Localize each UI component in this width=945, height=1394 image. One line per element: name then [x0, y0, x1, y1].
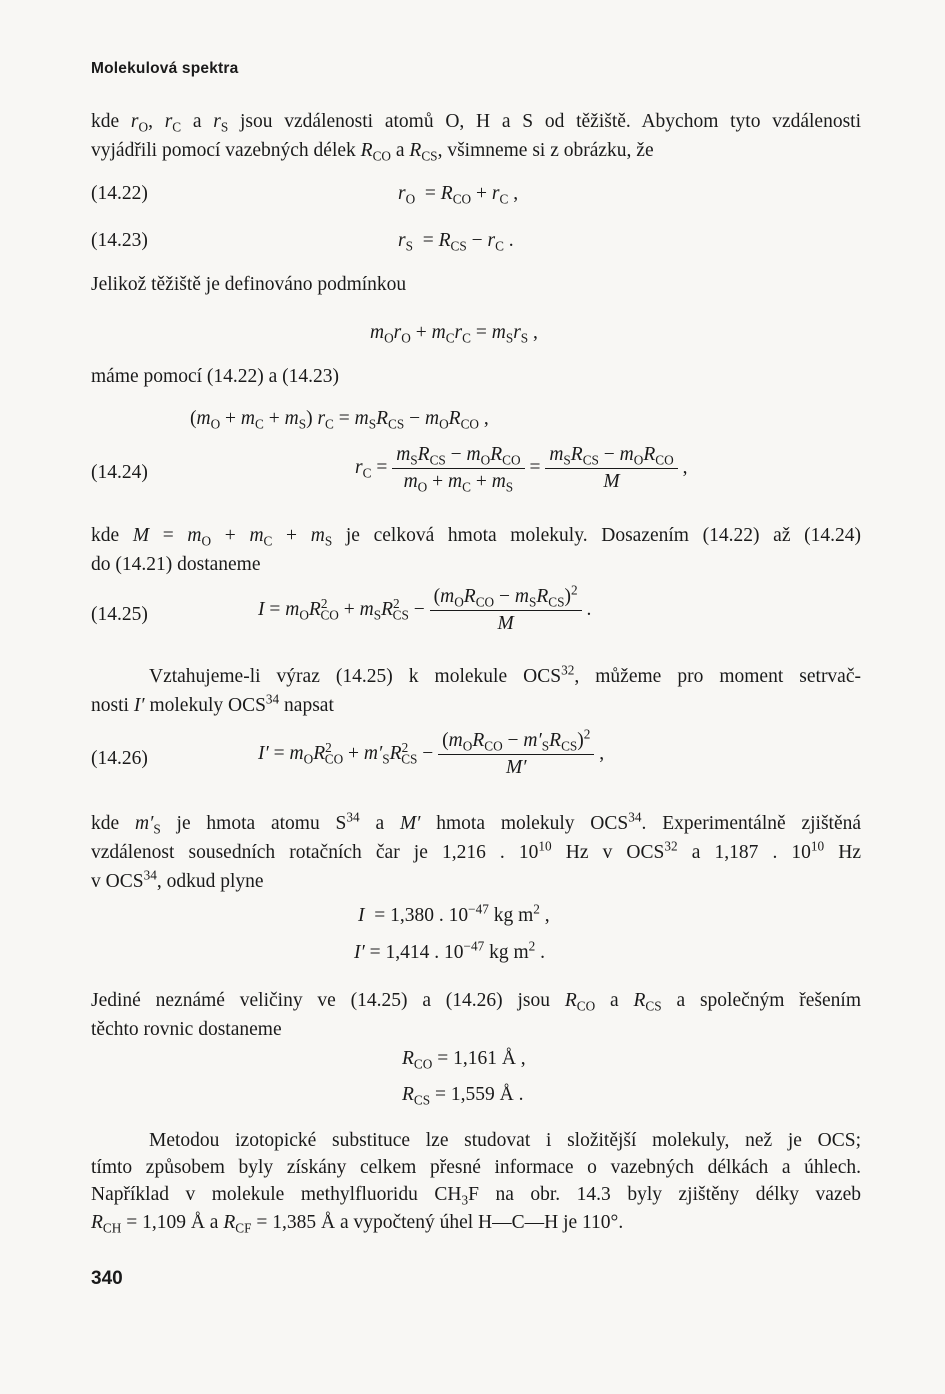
paragraph-line: $R_{CH} = 1,109$ Å a $R_{CF} = 1,385$ Å a vypočtený úhel H—C—H je 110°. [91, 1212, 624, 1236]
page-number: 340 [91, 1268, 123, 1289]
paragraph-line: do (14.21) dostaneme [91, 554, 261, 575]
paragraph-line: tímto způsobem byly získány celkem přesné informace o vazebných délkách a úhlech. [91, 1157, 861, 1178]
equation-intermediate: $(m_O + m_C + m_S) r_C = m_SR_{CS} - m_OR_{CO}$ , [190, 408, 489, 432]
paragraph-line: kde $m'_S$ je hmota atomu $S^{34}$ a M′ hmota molekuly OCS$^{34}$. Experimentálně zjištěná [91, 809, 862, 837]
paragraph-line: Metodou izotopické substituce lze studovat i složitější molekuly, než je OCS; [149, 1130, 861, 1151]
paragraph-line: Jelikož těžiště je definováno podmínkou [91, 274, 407, 295]
paragraph-line: Jediné neznámé veličiny ve (14.25) a (14.26) jsou $R_{CO}$ a $R_{CS}$ a společným řešením [91, 990, 861, 1014]
equation-14-24: $r_C$ = $\frac{m_SR_{CS} - m_OR_{CO}}{m_O + m_C + m_S}$ = $\frac{m_SR_{CS} - m_OR_{CO}}{M}$ , [355, 444, 688, 495]
equation-center-of-mass: $m_Or_O + m_Cr_C = m_Sr_S$ , [370, 322, 538, 346]
paragraph-line: vyjádřili pomocí vazebných délek $R_{CO}$ a $R_{CS}$, všimneme si z obrázku, že [91, 140, 654, 164]
paragraph-line: máme pomocí (14.22) a (14.23) [91, 366, 340, 387]
value-I-prime: I′ = 1,414 . $10^{-47}$ kg $m^2$ . [354, 938, 546, 963]
equation-14-25: $I = m_OR^2_{CO} + m_SR^2_{CS}$ − $\frac{(m_OR_{CO} - m_SR_{CS})^2}{M}$ . [258, 582, 592, 634]
equation-number: (14.25) [91, 604, 148, 625]
equation-number: (14.23) [91, 230, 148, 251]
paragraph-line: nosti I′ molekuly OCS$^{34}$ napsat [91, 691, 334, 716]
equation-number: (14.24) [91, 462, 148, 483]
equation-14-26: $I' = m_OR^2_{CO} + m'_SR^2_{CS}$ − $\frac{(m_OR_{CO} - m'_SR_{CS})^2}{M'}$ , [258, 726, 605, 778]
paragraph-line: vzdálenost sousedních rotačních čar je 1,216 . $10^{10}$ Hz v OCS$^{32}$ a 1,187 . $10^{10}$ Hz [91, 838, 862, 863]
equation-14-22: $r_O = R_{CO} + r_C$ , [398, 183, 519, 207]
equation-number: (14.26) [91, 748, 148, 769]
paragraph-line: Například v molekule methylfluoridu $CH_3F$ na obr. 14.3 byly zjištěny délky vazeb [91, 1184, 862, 1208]
paragraph-line: těchto rovnic dostaneme [91, 1019, 282, 1040]
paragraph-line: Vztahujeme-li výraz (14.25) k molekule OCS$^{32}$, můžeme pro moment setrvač- [149, 662, 861, 687]
value-R-CO: $R_{CO} = 1,161$ Å , [402, 1048, 526, 1072]
value-I: I = 1,380 . $10^{-47}$ kg $m^2$ , [358, 901, 550, 926]
value-R-CS: $R_{CS} = 1,559$ Å . [402, 1084, 524, 1108]
paragraph-line: kde $M = m_O + m_C + m_S$ je celková hmota molekuly. Dosazením (14.22) až (14.24) [91, 525, 862, 549]
equation-14-23: $r_S = R_{CS} - r_C$ . [398, 230, 514, 254]
paragraph-line: v OCS$^{34}$, odkud plyne [91, 867, 264, 892]
paragraph-line: kde $r_O$, $r_C$ a $r_S$ jsou vzdálenosti atomů O, H a S od těžiště. Abychom tyto vzdálenosti [91, 111, 862, 135]
running-header: Molekulová spektra [91, 60, 239, 77]
equation-number: (14.22) [91, 183, 148, 204]
